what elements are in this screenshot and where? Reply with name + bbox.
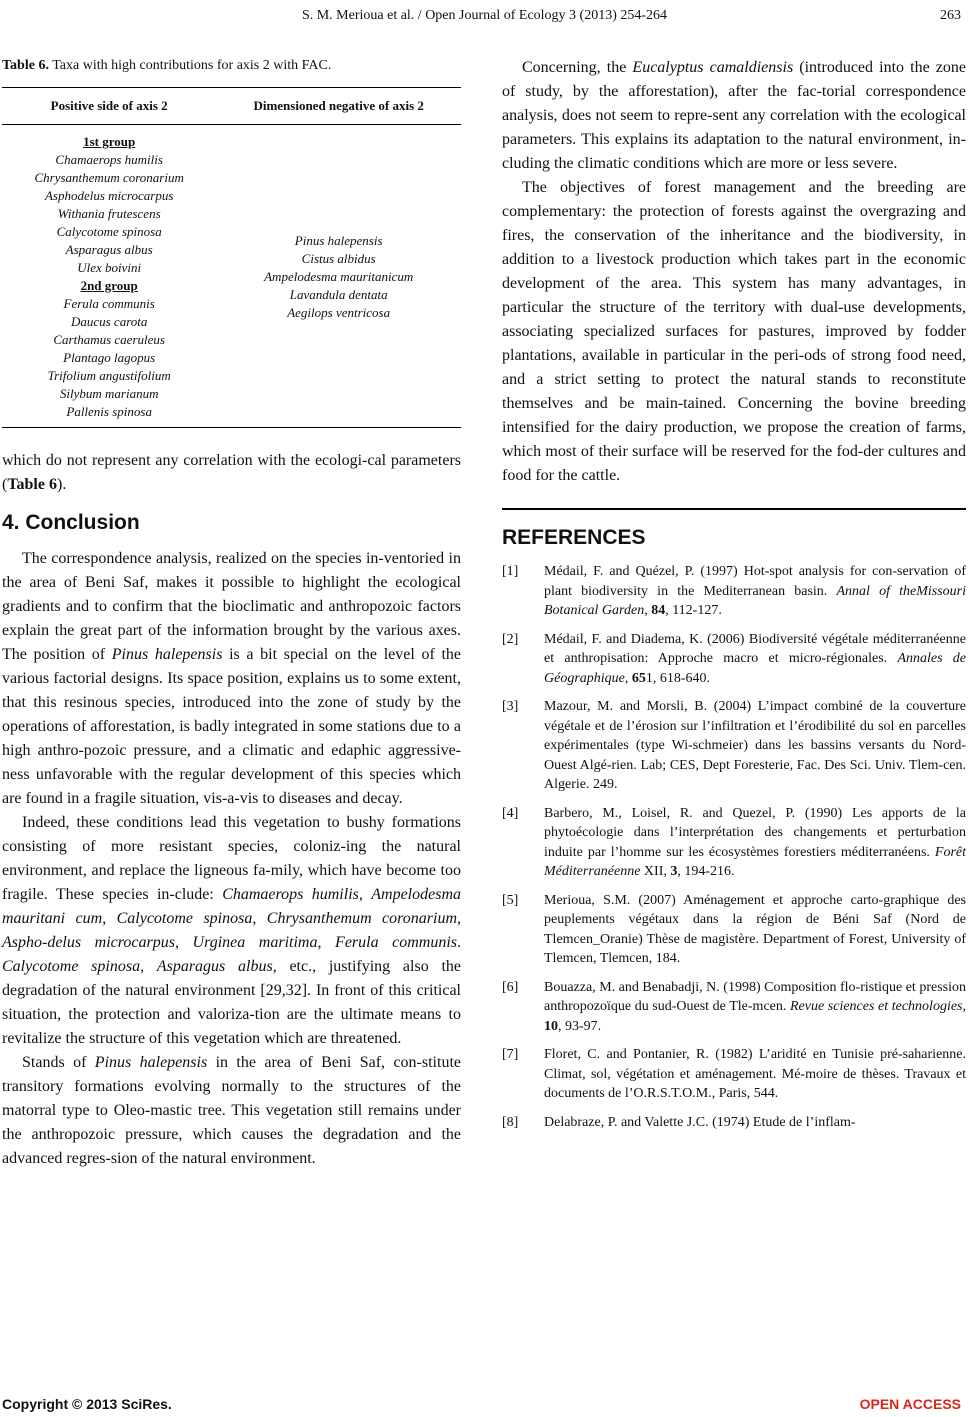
reference-volume: 3: [670, 864, 678, 879]
reference-journal: Forêt Méditerranéenne: [544, 844, 966, 879]
species-name: Asparagus albus: [156, 958, 273, 975]
paragraph: [2, 1051, 461, 1171]
text-run: which do not represent any correlation with the ecologi-cal parameters (: [2, 452, 461, 493]
reference-pages: , 112-127.: [665, 603, 722, 618]
table-caption: [2, 56, 461, 76]
reference-number: [2]: [502, 631, 519, 647]
group-2-title: 2nd group: [80, 278, 138, 293]
footer-open-access: OPEN ACCESS: [859, 1396, 961, 1412]
taxon: Chamaerops humilis: [55, 152, 163, 167]
reference-separator: ,: [962, 999, 966, 1014]
taxon: Withania frutescens: [57, 206, 161, 221]
reference-separator: ,: [624, 670, 632, 686]
species-name: Eucalyptus camaldiensis: [632, 59, 794, 76]
reference-text: [544, 1045, 966, 1104]
reference-number: [1]: [502, 564, 519, 579]
reference-pages: , 93-97.: [558, 1018, 602, 1034]
reference-separator: XII,: [640, 864, 671, 879]
text-run: (introduced into the zone of study, by the afforestation), after the fac-torial correspondence analysis, does not seem to repre-sent any correlation with the ecological parameters. This explains its adaptation to the natural environment, in-cluding the climatic conditions which are more or less severe.: [502, 59, 966, 172]
reference-text: [544, 630, 966, 689]
reference-pages: 1, 618-640.: [645, 670, 711, 686]
taxon: Chrysanthemum coronarium: [34, 170, 184, 185]
taxon: Trifolium angustifolium: [47, 368, 171, 383]
reference-item: [502, 630, 966, 689]
taxon: Daucus carota: [70, 314, 148, 329]
taxon: Ulex boivini: [77, 260, 142, 275]
group-1-title: 1st group: [83, 134, 136, 149]
species-name: Pinus halepensis: [94, 1054, 208, 1071]
taxon: Asparagus albus: [65, 242, 153, 257]
taxon: Ferula communis: [63, 296, 155, 311]
text-run: in the area of Beni Saf, con-stitute transitory formations evolving normally to the structures of the matorral type to Oleo-mastic tree. This vegetation still remains under the anthropozoic pressure, which causes the degradation and the advanced regres-sion of the natural environment.: [2, 1054, 461, 1167]
reference-text: [544, 891, 966, 969]
reference-authors-title: Bouazza, M. and Benabadji, N. (1998) Composition flo-ristique et pression anthropozoïque du sud-Ouest de Tle-mcen.: [544, 979, 966, 1014]
reference-item: [502, 1045, 966, 1104]
references-divider: [502, 508, 966, 510]
table-header-negative: Dimensioned negative of axis 2: [216, 88, 461, 125]
taxon: Aegilops ventricosa: [287, 305, 391, 320]
taxon: Lavandula dentata: [289, 287, 388, 302]
taxon: Pallenis spinosa: [66, 404, 152, 419]
reference-authors-title: Barbero, M., Loisel, R. and Quezel, P. (1990) Les apports de la phytoécologie dans l’interprétation des changements et perturbation induite par l’homme sur les écosystèmes forestiers méditerranéens.: [544, 805, 966, 860]
reference-text: [544, 697, 966, 795]
reference-authors-title: Médail, F. and Quézel, P. (1997) Hot-spot analysis for con-servation of plant biodiversity in the Mediterranean basin.: [544, 564, 966, 599]
species-name: Urginea maritima: [192, 934, 318, 951]
section-title-conclusion: 4. Conclusion: [2, 511, 140, 534]
footer-copyright: Copyright © 2013 SciRes.: [2, 1396, 172, 1412]
species-name: Chrysanthemum coronarium: [266, 910, 458, 927]
taxon: Cistus albidus: [301, 251, 376, 266]
species-name: Calycotome spinosa: [116, 910, 253, 927]
taxon: Asphodelus microcarpus: [44, 188, 174, 203]
text-run: The correspondence analysis, realized on the species in-ventoried in the area of Beni Saf, makes it possible to highlight the ecological gradients and to confirm that the bioclimatic and anthropozoic factors explain the great part of the information brought by the various axes. The position of: [2, 550, 461, 663]
text-run: Indeed, these conditions lead this vegetation to bushy formations consisting of more resistant species, coloniz-ing the natural environment, and replace the ligneous fa-mily, which have become too fragile. These species in-clude:: [2, 814, 461, 903]
paragraph: [2, 547, 461, 811]
references-list: [502, 562, 966, 1132]
reference-journal: Revue sciences et technologies: [789, 999, 963, 1014]
table-header-positive: Positive side of axis 2: [2, 88, 216, 125]
text-run: ).: [56, 476, 67, 493]
reference-number: [3]: [502, 699, 519, 714]
reference-separator: ,: [644, 603, 652, 618]
species-name: Ferula communis: [335, 934, 458, 951]
left-column: [2, 56, 461, 1171]
reference-text: [544, 804, 966, 882]
text-run: Stands of: [22, 1054, 95, 1071]
species-name: Pinus halepensis: [111, 646, 223, 663]
reference-authors-title: Delabraze, P. and Valette J.C. (1974) Etude de l’inflam-: [544, 1114, 856, 1130]
reference-pages: , 194-216.: [677, 864, 735, 879]
positive-side-cell: [2, 125, 216, 428]
table-caption-text: Taxa with high contributions for axis 2 with FAC.: [52, 58, 332, 73]
reference-item: [502, 562, 966, 621]
paragraph: Indeed, these conditions lead this vegetation to bushy formations consisting of more resistant species, coloniz-ing the natural environment, and replace the ligneous fa-mily, which have become too fragile. These species in-clude: Chamaerops humilis, Ampelodesma mauritani cum, Calycotome spinosa, Chrysanthemum coronarium, Aspho-delus microcarpus, Urginea maritima, Ferula communis. Calycotome spinosa, Asparagus albus, etc., justifying also the degradation of the natural environment [29,32]. In front of this critical situation, the protection and valoriza-tion are the ultimate means to revitalize the structure of this vegetation which are threatened.: [2, 814, 462, 1047]
page-number: 263: [940, 8, 961, 23]
reference-text: [544, 978, 966, 1037]
taxon: Pinus halepensis: [294, 233, 383, 248]
text-run: is a bit special on the level of the various factorial designs. Its space position, explains us to some extent, that this resinous species, introduced into the zone of study by the operations of afforestation, is badly integrated in some stations due to a high anthro-pozoic pressure, and a climatic and edaphic aggressive-ness unfavorable with the regular development of this species which are found in a fragile situation, vis-a-vis to diseases and decay.: [2, 646, 461, 807]
reference-text: [544, 562, 966, 621]
reference-number: [4]: [502, 805, 519, 821]
text-run: , etc., justifying also the degradation of the natural environment [29,32]. In front of this critical situation, the protection and valoriza-tion are the ultimate means to revitalize the structure of this vegetation which are threatened.: [2, 958, 461, 1047]
reference-number: [7]: [502, 1047, 519, 1062]
taxon: Carthamus caeruleus: [53, 332, 165, 347]
reference-number: [8]: [502, 1114, 519, 1130]
species-name: Aspho-delus microcarpus: [2, 934, 175, 951]
reference-volume: 84: [651, 603, 666, 618]
reference-item: [502, 978, 966, 1037]
reference-volume: 10: [544, 1018, 558, 1034]
species-name: Chamaerops humilis: [222, 886, 359, 903]
taxon: Silybum marianum: [59, 386, 159, 401]
reference-text: [544, 1113, 966, 1133]
taxon: Calycotome spinosa: [56, 224, 162, 239]
reference-authors-title: Mazour, M. and Morsli, B. (2004) L’impact combiné de la couverture végétale et de l’érosion sur l’infiltration et l’érodibilité du sol en parcelles expérimentales (type Wi-schmeier) dans les bassins versants du Nord-Ouest Algé-rien. Lab; CES, Dept Foresterie, Fac. Des Sci. Univ. Tlem-cen. Algerie. 249.: [544, 699, 966, 792]
reference-volume: 65: [631, 670, 646, 686]
paragraph: [2, 449, 461, 497]
reference-authors-title: Merioua, S.M. (2007) Aménagement et approche carto-graphique des peuplements végétaux dans la région de Béni Saf (Nord de Tlemcen_Oranie) Thèse de magistère. Department of Forest, University of Tlemcen, Tlemcen, 184.: [544, 892, 966, 966]
reference-journal: Annales de Géographique: [544, 651, 967, 686]
reference-number: [5]: [502, 892, 519, 908]
taxon: Plantago lagopus: [63, 350, 156, 365]
taxa-table: [2, 87, 461, 428]
table-reference: Table 6: [7, 476, 57, 493]
running-header: S. M. Merioua et al. / Open Journal of Ecology 3 (2013) 254-264: [301, 8, 668, 23]
reference-item: [502, 697, 966, 795]
reference-item: [502, 1113, 966, 1133]
reference-item: [502, 804, 966, 882]
right-column: [502, 56, 966, 1141]
references-title: REFERENCES: [502, 526, 646, 549]
species-name: Calycotome spinosa: [2, 958, 141, 975]
reference-authors-title: Médail, F. and Diadema, K. (2006) Biodiversité végétale méditerranéenne et anthropisation: Approche macro et micro-régionales.: [544, 631, 966, 666]
table-label: Table 6.: [2, 58, 49, 73]
negative-side-cell: [216, 125, 461, 428]
reference-journal: Annal of theMissouri Botanical Garden: [544, 583, 966, 618]
reference-authors-title: Floret, C. and Pontanier, R. (1982) L’aridité en Tunisie pré-saharienne. Climat, sol, végétation et aménagement. Mé-moire de thèses. Travaux et documents de l’O.R.S.T.O.M., Paris, 544.: [544, 1047, 966, 1101]
paragraph: [502, 56, 966, 176]
text-run: Concerning, the: [522, 59, 633, 76]
paragraph: The objectives of forest management and the breeding are complementary: the protection of forests against the overgrazing and fires, the conservation of the inheritance and the biodiversity, in addition to a livestock production which takes part in the economic development of the area. This system has many advantages, in particular the structure of the territory with dual-use developments, associating specialized surfaces for pastures, improved by fodder plantations, available in particular in the peri-ods of strong food need, and a strict setting to protect the natural stands to reconstitute themselves and be main-tained. Concerning the bovine breeding intensified for the dairy production, we propose the creation of farms, which most of their surface will be reserved for the fod-der cultures and food for the cattle.: [502, 179, 966, 484]
taxon: Ampelodesma mauritanicum: [264, 269, 414, 284]
reference-number: [6]: [502, 979, 519, 995]
species-name: Ampelodesma mauritani cum: [2, 886, 462, 927]
reference-item: [502, 891, 966, 969]
